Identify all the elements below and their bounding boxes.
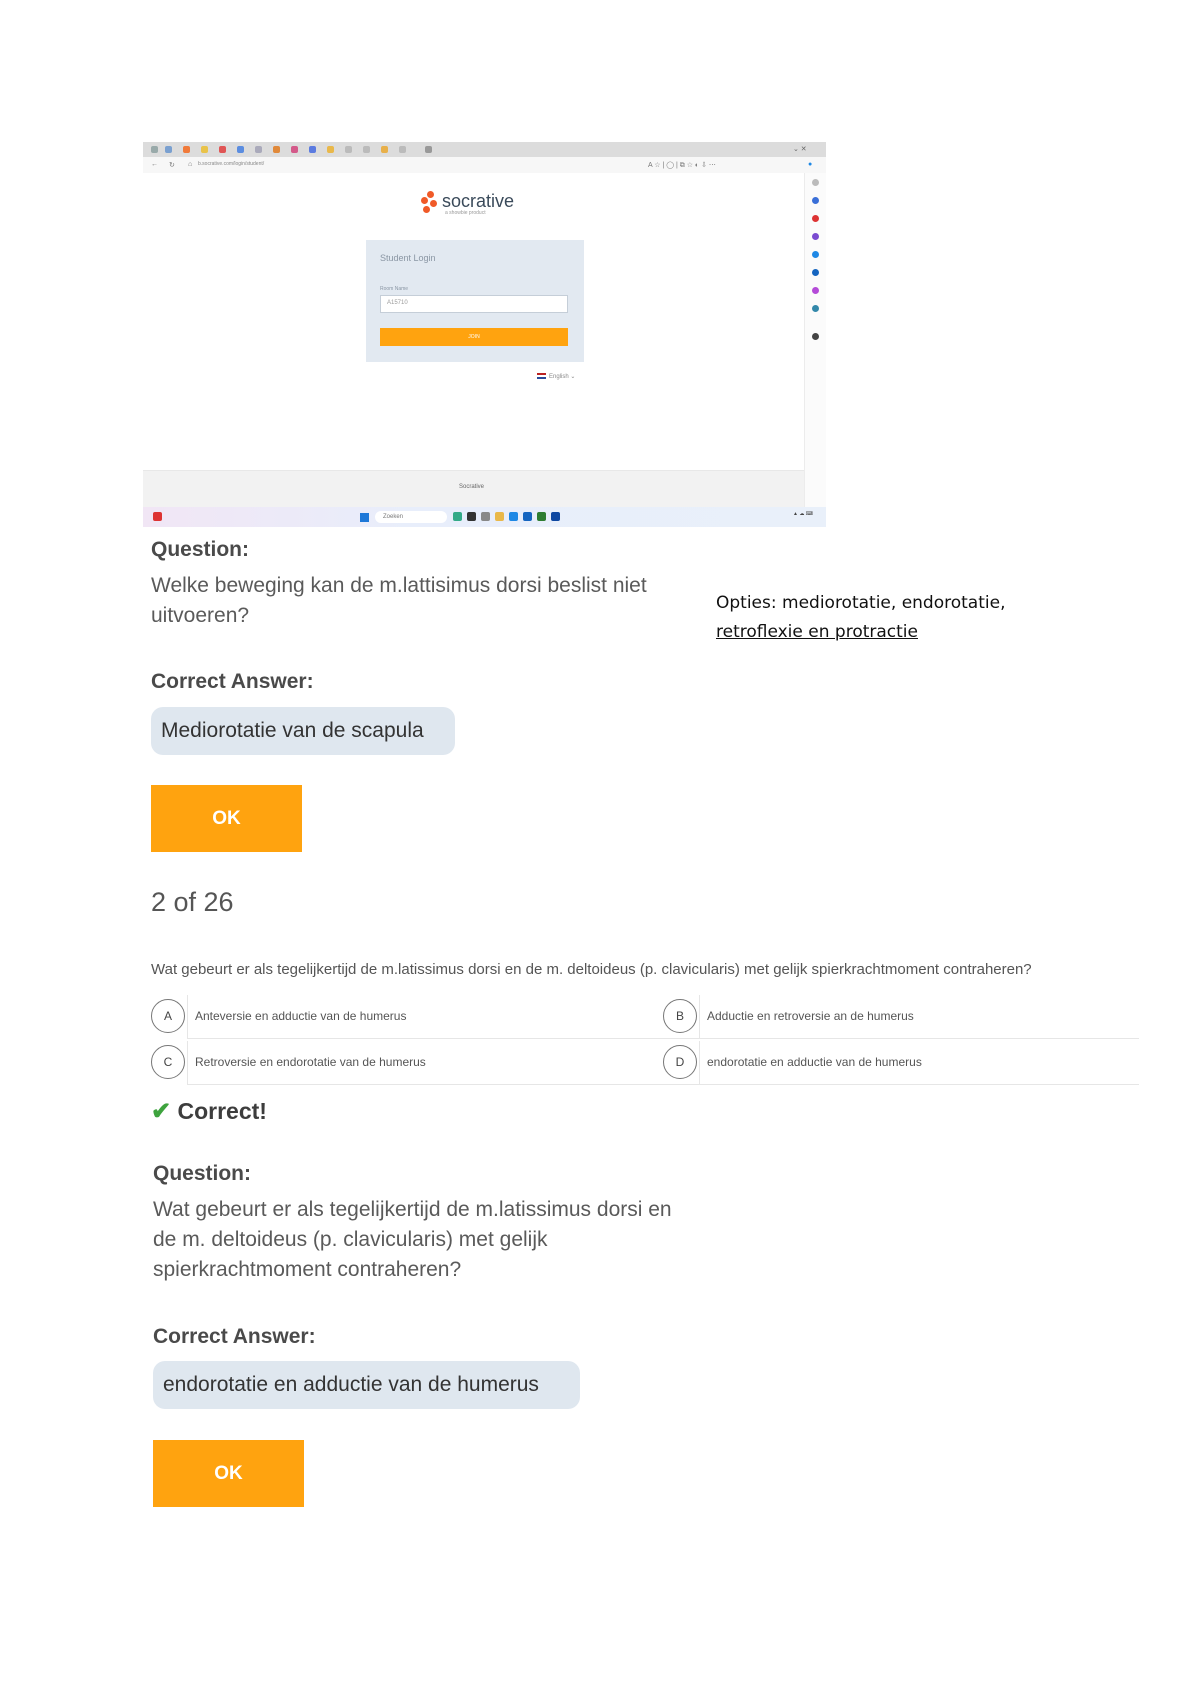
logo-tagline: a showbie product	[445, 210, 486, 216]
question-text-line: Welke beweging kan de m.lattisimus dorsi beslist niet	[151, 574, 647, 597]
question-text-line: uitvoeren?	[151, 604, 250, 627]
student-login-card	[366, 240, 584, 362]
tab-icon	[255, 146, 262, 153]
language-selector[interactable]: English ⌄	[537, 373, 575, 380]
correct-answer-label: Correct Answer:	[153, 1325, 316, 1348]
tab-icon	[201, 146, 208, 153]
checkmark-icon: ✔	[151, 1098, 172, 1125]
sidebar-app-icon	[812, 197, 819, 204]
question-counter: 2 of 26	[151, 887, 234, 917]
ok-button[interactable]: OK	[151, 785, 302, 852]
option-letter: A	[151, 999, 185, 1033]
browser-sidebar	[804, 173, 826, 507]
sidebar-app-icon	[812, 251, 819, 258]
windows-taskbar	[143, 507, 826, 527]
logo-mark	[423, 206, 430, 213]
language-label: English	[549, 374, 569, 380]
us-flag-icon	[537, 373, 546, 379]
option-letter: C	[151, 1045, 185, 1079]
login-heading: Student Login	[380, 253, 436, 263]
url-text: b.socrative.com/login/student/	[198, 161, 265, 167]
option-text: Adductie en retroversie an de humerus	[707, 1009, 914, 1023]
folder-icon	[495, 512, 504, 521]
taskbar-search: Zoeken	[375, 511, 447, 523]
tab-icon	[151, 146, 158, 153]
weather-icon	[153, 512, 162, 521]
option-text: Anteversie en adductie van de humerus	[195, 1009, 407, 1023]
question-text-line: de m. deltoideus (p. clavicularis) met gelijk	[153, 1228, 548, 1251]
socrative-login-page	[143, 173, 804, 507]
sidebar-app-icon	[812, 287, 819, 294]
tab-icon	[183, 146, 190, 153]
question-2-text: Wat gebeurt er als tegelijkertijd de m.latissimus dorsi en de m. deltoideus (p. clavicularis) met gelijk spierkrachtmoment contraheren?	[151, 961, 1032, 978]
correct-answer-pill: Mediorotatie van de scapula	[151, 707, 455, 755]
room-name-label: Room Name	[380, 286, 409, 292]
join-button[interactable]: JOIN	[380, 328, 568, 346]
question-text-line: Wat gebeurt er als tegelijkertijd de m.latissimus dorsi en	[153, 1198, 672, 1221]
tab-icon	[165, 146, 172, 153]
question-label: Question:	[151, 538, 249, 561]
search-icon	[812, 179, 819, 186]
room-name-input[interactable]: A15710	[380, 295, 568, 313]
tab-icon	[399, 146, 406, 153]
taskbar-app-icon	[467, 512, 476, 521]
logo-mark	[430, 200, 437, 207]
add-icon	[812, 333, 819, 340]
taskbar-app-icon	[523, 512, 532, 521]
taskbar-app-icon	[453, 512, 462, 521]
browser-tab-bar	[143, 142, 826, 157]
options-note-underlined: retroflexie en protractie	[716, 622, 918, 642]
address-bar	[143, 157, 826, 174]
edge-profile-icon: ●	[808, 161, 813, 168]
edge-icon	[509, 512, 518, 521]
taskbar-app-icon	[537, 512, 546, 521]
tab-icon	[425, 146, 432, 153]
window-controls: ⌄ ✕	[793, 146, 807, 153]
sidebar-app-icon	[812, 269, 819, 276]
logo-mark	[427, 191, 434, 198]
question-label: Question:	[153, 1162, 251, 1185]
correct-answer-pill: endorotatie en adductie van de humerus	[153, 1361, 580, 1409]
system-clock: ▲ ☁ ⌨	[793, 511, 813, 517]
tab-icon	[237, 146, 244, 153]
option-text: Retroversie en endorotatie van de humerus	[195, 1055, 426, 1069]
windows-start-icon	[360, 513, 369, 522]
option-letter: D	[663, 1045, 697, 1079]
tab-icon	[345, 146, 352, 153]
back-icon: ←	[151, 161, 158, 168]
result-correct	[151, 1097, 267, 1126]
browser-toolbar-icons: A ☆ | ◯ | ⧉ ☆ ◐ ⇩ ⋯	[648, 162, 716, 169]
tab-icon	[219, 146, 226, 153]
result-text: Correct!	[177, 1098, 267, 1124]
question-text-line: spierkrachtmoment contraheren?	[153, 1258, 462, 1281]
options-note-line	[716, 617, 918, 647]
tab-icon	[363, 146, 370, 153]
ok-button[interactable]: OK	[153, 1440, 304, 1507]
option-text: endorotatie en adductie van de humerus	[707, 1055, 922, 1069]
tab-icon	[273, 146, 280, 153]
home-icon: ⌂	[188, 161, 193, 168]
correct-answer-label: Correct Answer:	[151, 670, 314, 693]
refresh-icon: ↻	[169, 162, 175, 169]
sidebar-app-icon	[812, 233, 819, 240]
options-note-line: Opties: mediorotatie, endorotatie,	[716, 593, 1006, 613]
tab-icon	[381, 146, 388, 153]
logo-text: socrative	[442, 191, 515, 211]
sidebar-app-icon	[812, 305, 819, 312]
footer-text: Socrative	[459, 484, 485, 490]
option-letter: B	[663, 999, 697, 1033]
sidebar-app-icon	[812, 215, 819, 222]
tab-icon	[327, 146, 334, 153]
page-footer	[143, 470, 804, 508]
tab-icon	[291, 146, 298, 153]
taskbar-app-icon	[481, 512, 490, 521]
tab-icon	[309, 146, 316, 153]
logo-mark	[421, 197, 428, 204]
browser-screenshot	[143, 142, 826, 527]
taskbar-app-icon	[551, 512, 560, 521]
